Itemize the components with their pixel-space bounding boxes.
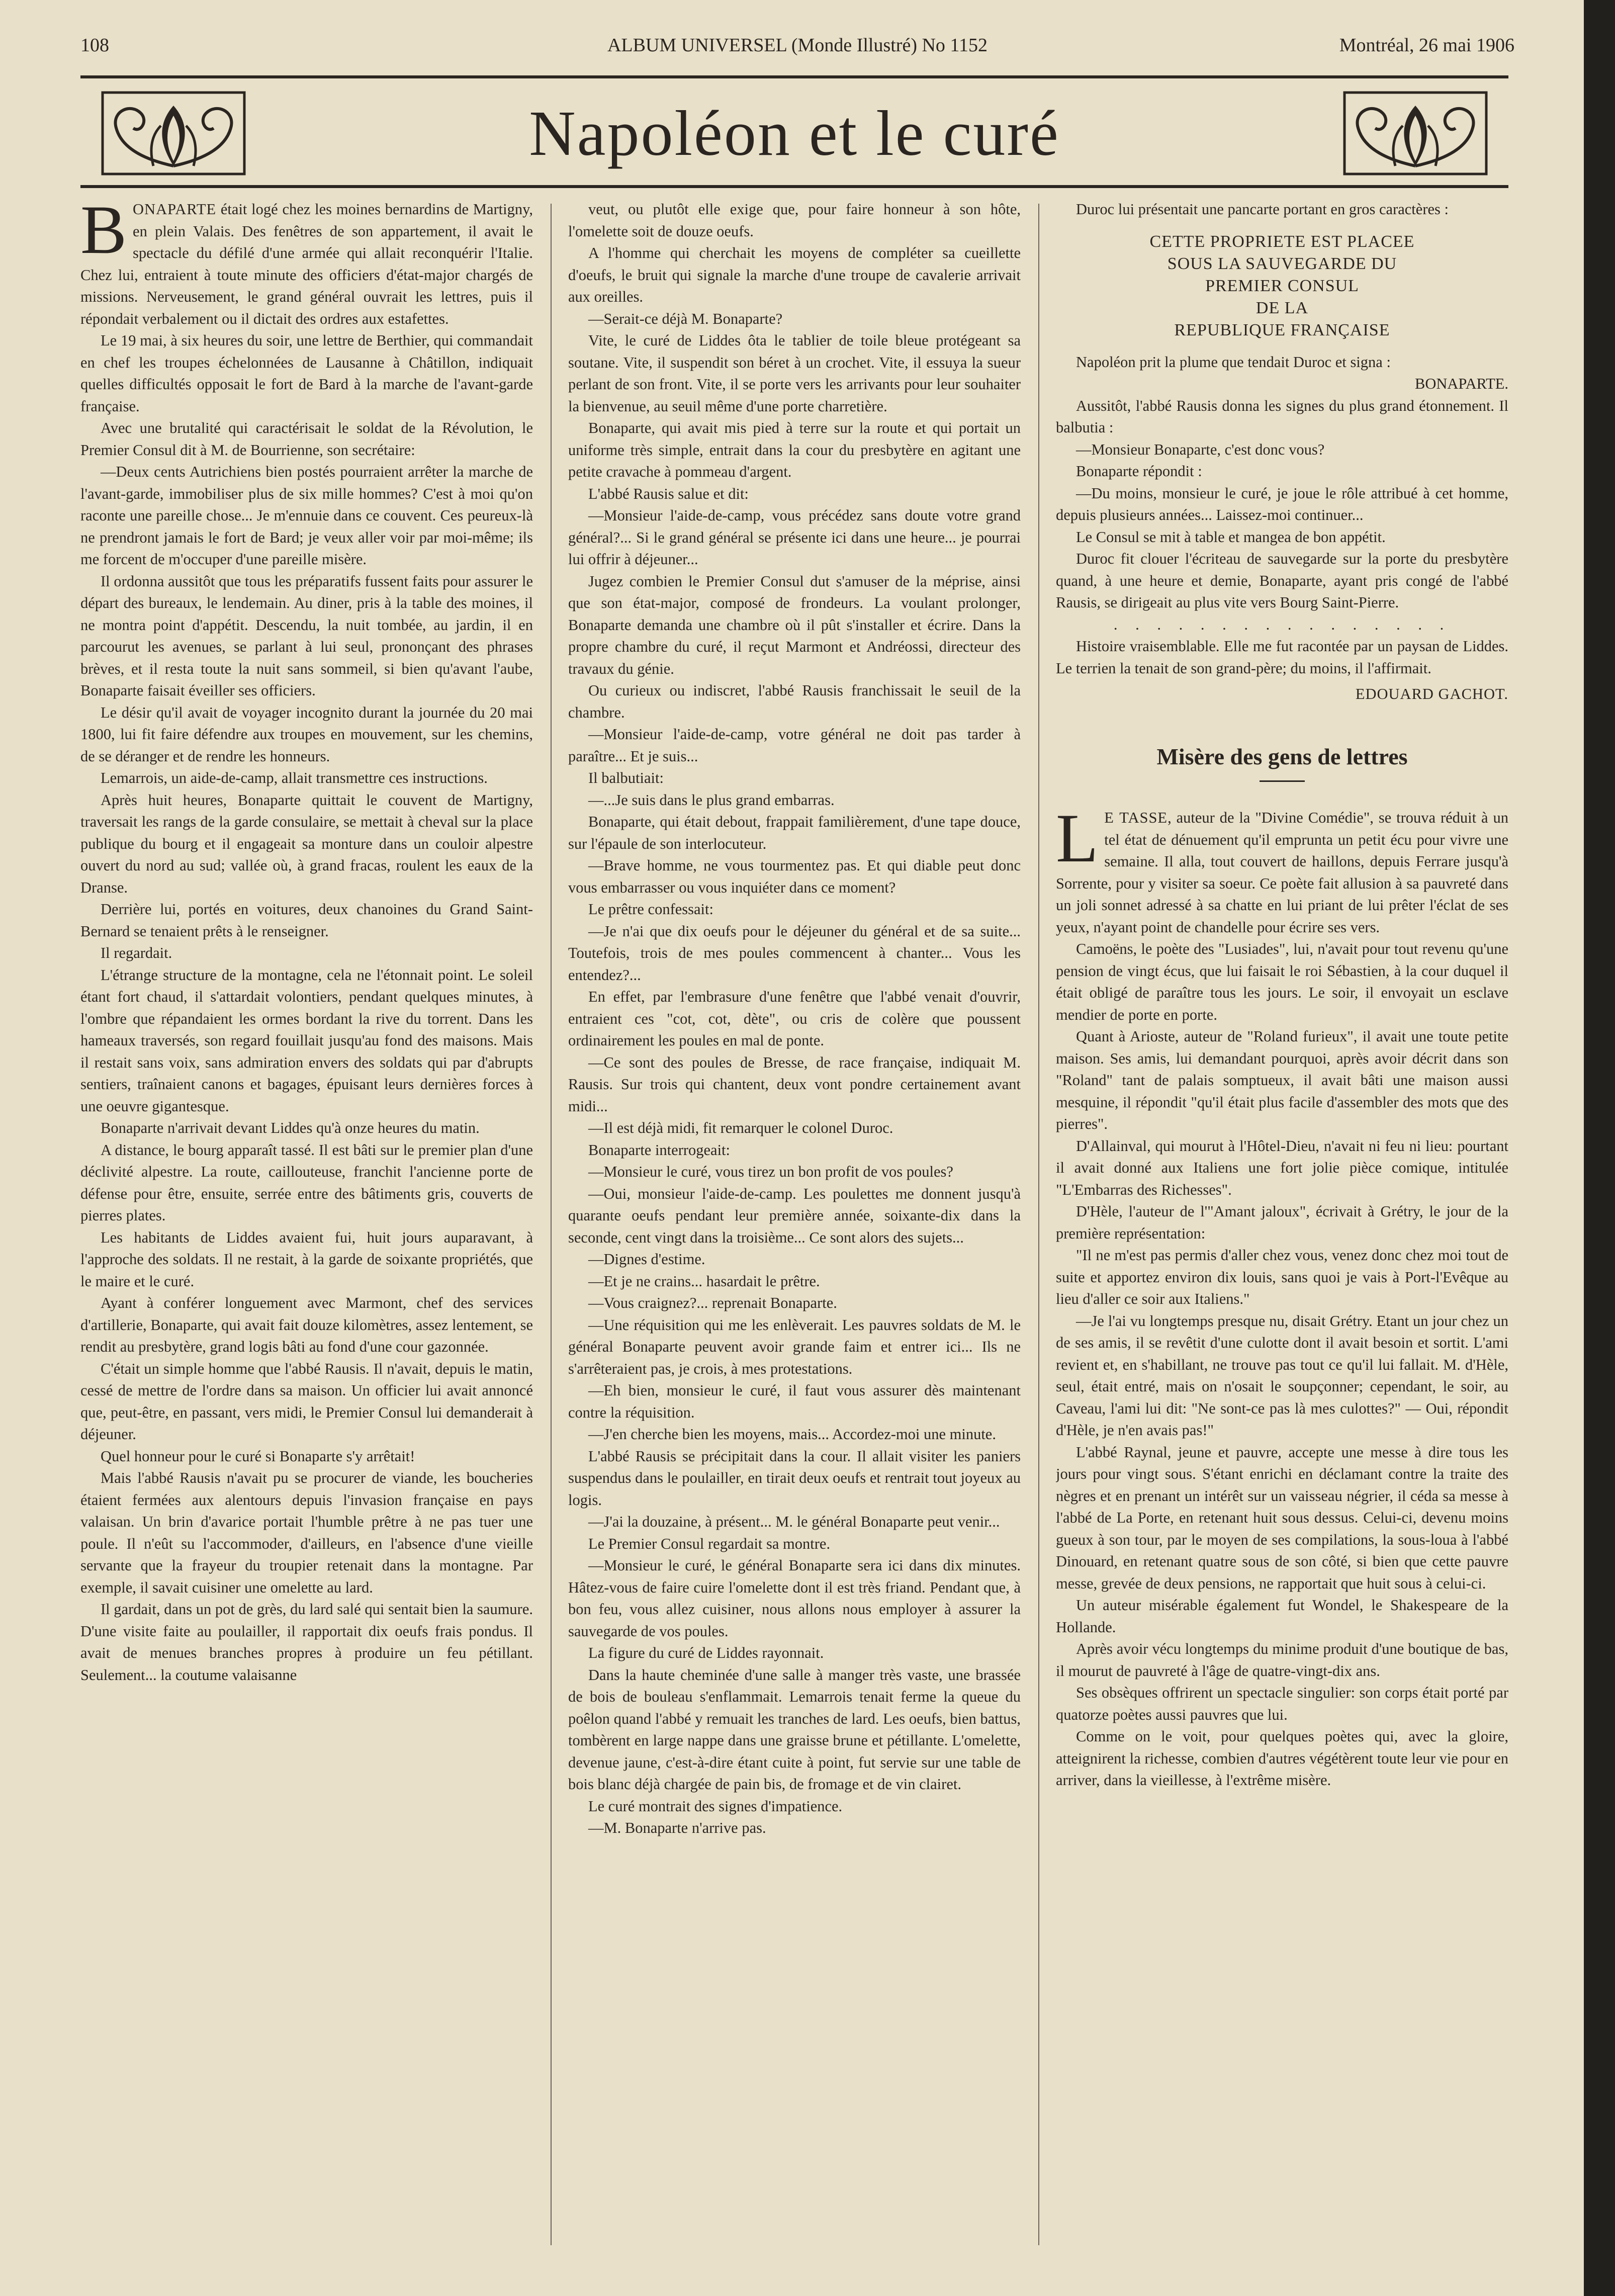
paragraph: Duroc lui présentait une pancarte portant en gros caractères : — [1076, 201, 1449, 218]
paragraph: —...Je suis dans le plus grand embarras. — [588, 791, 835, 809]
section-break-dots: . . . . . . . . . . . . . . . . — [1113, 615, 1451, 633]
column-divider — [1038, 204, 1039, 2245]
paragraph: Les habitants de Liddes avaient fui, huit jours auparavant, à l'approche des soldats. Il ne restait, à la garde de soixante propriétés, que le maire et le curé. — [80, 1228, 533, 1290]
column-2 — [568, 199, 1021, 2250]
second-article-title: Misère des gens de lettres — [1156, 743, 1408, 769]
paragraph: A l'homme qui cherchait les moyens de compléter sa cueillette d'oeufs, le bruit qui signale la marche d'une troupe de cavalerie arrivait aux oreilles. — [568, 244, 1021, 305]
paragraph: Il regardait. — [101, 944, 172, 961]
column-3 — [1056, 199, 1508, 2250]
paragraph: Le 19 mai, à six heures du soir, une lettre de Berthier, qui commandait en chef les troupes échelonnées de Lausanne à Châtillon, indiquait quelles difficultés opposait le fort de Bard à la marche de l'avant-garde française. — [80, 332, 533, 415]
paragraph: Il ordonna aussitôt que tous les préparatifs fussent faits pour assurer le départ des bureaux, le lendemain. Au diner, pris à la table des moines, il ne montra point d'appétit. Descendu, la nuit tombée, au jardin, il en parcourut les avenues, se parlant à lui seul, prononçant des phrases brèves, et il resta toute la nuit sans sommeil, si bien qu'avant l'aube, Bonaparte faisait éveiller ses officiers. — [80, 572, 533, 699]
paragraph: Le désir qu'il avait de voyager incognito durant la journée du 20 mai 1800, lui fit faire défendre aux troupes en mouvement, sur les chemins, de se déranger et de rendre les honneurs. — [80, 703, 533, 765]
opening-paragraph — [1056, 800, 1508, 938]
paragraph: Le prêtre confessait: — [588, 901, 713, 918]
lead-word: ONAPARTE — [133, 201, 217, 218]
paragraph: D'Hèle, l'auteur de l'"Amant jaloux", écrivait à Grétry, le jour de la première représentation: — [1056, 1203, 1508, 1242]
paragraph: Quel honneur pour le curé si Bonaparte s'y arrêtait! — [101, 1447, 415, 1465]
opening-paragraph — [80, 199, 533, 330]
issue-date: Montréal, 26 mai 1906 — [1339, 35, 1514, 56]
paragraph: Le Premier Consul regardait sa montre. — [588, 1535, 831, 1552]
art-nouveau-ornament-icon — [1342, 91, 1488, 176]
drop-cap: L — [1056, 800, 1099, 876]
paragraph: —Je l'ai vu longtemps presque nu, disait Grétry. Etant un jour chez un de ses amis, il se revêtit d'une culotte dont il avait besoin et sortit. L'ami revient et, en s'habillant, ne trouve pas tout ce qu'il lui fallait. M. d'Hèle, seul, était entré, mais on n'osait le soupçonner; cependant, le soir, au Caveau, l'ami lui dit: "Ne sont-ce pas là mes culottes?" — Oui, répondit d'Hèle, je n'en avais pas!" — [1056, 1312, 1508, 1439]
paragraph: —Dignes d'estime. — [588, 1251, 705, 1268]
title-rule-top — [80, 75, 1508, 78]
signature: BONAPARTE. — [1414, 375, 1508, 392]
paragraph: Ses obsèques offrirent un spectacle singulier: son corps était porté par quatorze poètes aussi pauvres que lui. — [1056, 1684, 1508, 1723]
paragraph: —Monsieur le curé, vous tirez un bon profit de vos poules? — [588, 1163, 953, 1180]
placard-line: REPUBLIQUE FRANÇAISE — [1174, 320, 1390, 339]
paragraph: Duroc fit clouer l'écriteau de sauvegarde sur la porte du presbytère quand, à une heure et demie, Bonaparte, ayant pris congé de l'abbé Rausis, se dirigeait au plus vite vers Bourg Saint-Pierre. — [1056, 550, 1508, 611]
paragraph: Le curé montrait des signes d'impatience. — [588, 1797, 843, 1815]
paragraph: Il balbutiait: — [588, 769, 664, 786]
paragraph: Ayant à conférer longuement avec Marmont, chef des services d'artillerie, Bonaparte, qui avait fait douze kilomètres, assez lentement, se rendit au presbytère, grand logis bâti au fond d'une cour gazonnée. — [80, 1294, 533, 1355]
paragraph: Ou curieux ou indiscret, l'abbé Rausis franchissait le seuil de la chambre. — [568, 682, 1021, 721]
lead-word: E TASSE — [1104, 809, 1168, 826]
paragraph: Après avoir vécu longtemps du minime produit d'une boutique de bas, il mourut de pauvreté à l'âge de quatre-vingt-dix ans. — [1056, 1640, 1508, 1680]
paragraph: —J'ai la douzaine, à présent... M. le général Bonaparte peut venir... — [588, 1513, 1000, 1530]
paragraph: A distance, le bourg apparaît tassé. Il est bâti sur le premier plan d'une déclivité alpestre. La route, caillouteuse, franchit l'ancienne porte de défense pour être, ensuite, serrée entre des bâtiments gris, couverts de pierres plates. — [80, 1141, 533, 1224]
paragraph: Derrière lui, portés en voitures, deux chanoines du Grand Saint-Bernard se tenaient prêts à le renseigner. — [80, 901, 533, 940]
paragraph: D'Allainval, qui mourut à l'Hôtel-Dieu, n'avait ni feu ni lieu: pourtant il avait donné aux Italiens une fort jolie pièce comique, intitulée "L'Embarras des Richesses". — [1056, 1137, 1508, 1198]
paragraph: veut, ou plutôt elle exige que, pour faire honneur à son hôte, l'omelette soit de douze oeufs. — [568, 201, 1021, 240]
paragraph: —Monsieur le curé, le général Bonaparte sera ici dans dix minutes. Hâtez-vous de faire cuire l'omelette dont il est très friand. Pendant que, à bon feu, vous allez cuisiner, nous allons nous employer à assurer la sauvegarde de vos poules. — [568, 1557, 1021, 1640]
paragraph-text: , auteur de la "Divine Comédie", se trouva réduit à un tel état de dénuement qu'il emprunta un petit écu pour vivre une semaine. Il alla, tout couvert de haillons, depuis Ferrare jusqu'à Sorrente, pour y visiter sa soeur. Ce poète fait allusion à sa pauvreté dans un joli sonnet adressé à sa chatte en lui priant de lui prêter l'éclat de ses yeux, n'ayant point de chandelle pour écrire ses vers. — [1056, 809, 1508, 936]
paragraph: Lemarrois, un aide-de-camp, allait transmettre ces instructions. — [101, 769, 488, 786]
paragraph: —Oui, monsieur l'aide-de-camp. Les poulettes me donnent jusqu'à quarante oeufs pendant leur première année, soixante-dix dans la seconde, cent vingt dans la troisième... Ce sont alors des sujets... — [568, 1185, 1021, 1246]
paragraph-text: était logé chez les moines bernardins de Martigny, en plein Valais. Des fenêtres de son appartement, il avait le spectacle du défilé d'une armée qui allait reconquérir l'Italie. Chez lui, entraient à toute minute des officiers d'état-major chargés de missions. Nerveusement, le grand général ouvrait les lettres, puis il répondait verbalement ou il dictait des ordres aux estafettes. — [80, 201, 533, 327]
paragraph: —Vous craignez?... reprenait Bonaparte. — [588, 1294, 837, 1311]
paragraph: Quant à Arioste, auteur de "Roland furieux", il avait une toute petite maison. Ses amis, lui demandant pourquoi, après avoir décrit dans son "Roland" tant de palais somptueux, il avait bâti une maison aussi mesquine, il répondit "qu'il était plus facile d'assembler des mots que des pierres". — [1056, 1028, 1508, 1132]
paragraph: La figure du curé de Liddes rayonnait. — [588, 1644, 824, 1661]
paragraph: —Du moins, monsieur le curé, je joue le rôle attribué à cet homme, depuis plusieurs années... Laissez-moi continuer... — [1056, 484, 1508, 523]
paragraph: Un auteur misérable également fut Wondel, le Shakespeare de la Hollande. — [1056, 1597, 1508, 1636]
placard-line: DE LA — [1255, 298, 1309, 317]
paragraph: Bonaparte n'arrivait devant Liddes qu'à onze heures du matin. — [101, 1119, 480, 1136]
paragraph: Avec une brutalité qui caractérisait le soldat de la Révolution, le Premier Consul dit à M. de Bourrienne, son secrétaire: — [80, 419, 533, 459]
paragraph: L'étrange structure de la montagne, cela ne l'étonnait point. Le soleil étant fort chaud, il s'attardait volontiers, pendant quelques minutes, à l'ombre que répandaient les ormes bordant la rive du torrent. Dans les hameaux traversés, son regard fouillait jusqu'au fond des maisons. Mais il restait sans voix, sans admiration envers des soldats qui par d'abrupts sentiers, traînaient canons et bagages, épuisant leurs dernières forces à une oeuvre gigantesque. — [80, 966, 533, 1115]
publication-title: ALBUM UNIVERSEL (Monde Illustré) No 1152 — [607, 35, 988, 56]
title-rule-bottom — [80, 185, 1508, 188]
paragraph: —Ce sont des poules de Bresse, de race française, indiquait M. Rausis. Sur trois qui chantent, deux vont pondre certainement avant midi... — [568, 1053, 1021, 1115]
author-byline: EDOUARD GACHOT. — [1355, 685, 1508, 702]
paragraph: Camoëns, le poète des "Lusiades", lui, n'avait pour tout revenu qu'une pension de vingt écus, que lui faisait le roi Sébastien, à la cour duquel il était obligé de paraître tous les jours. Le soir, il envoyait un esclave mendier de porte en porte. — [1056, 940, 1508, 1023]
article-columns — [80, 199, 1508, 2250]
placard-line: CETTE PROPRIETE EST PLACEE — [1149, 232, 1415, 251]
paragraph: Il gardait, dans un pot de grès, du lard salé qui sentait bien la saumure. D'une visite faite au poulailler, il rapportait dix oeufs frais pondus. Il avait de menues branches propres à produire un feu pétillant. Seulement... la coutume valaisanne — [80, 1601, 533, 1684]
paragraph: Comme on le voit, pour quelques poètes qui, avec la gloire, atteignirent la richesse, combien d'autres végétèrent toute leur vie pour en arriver, dans la vieillesse, à l'extrême misère. — [1056, 1728, 1508, 1789]
paragraph: —Monsieur l'aide-de-camp, vous précédez sans doute votre grand général?... Si le grand général se présente ici dans une heure... je pourrai lui offrir à déjeuner... — [568, 507, 1021, 568]
paragraph: Bonaparte, qui avait mis pied à terre sur la route et qui portait un uniforme très simple, entrait dans la cour du presbytère en agitant une petite cravache à pommeau d'argent. — [568, 419, 1021, 480]
column-1 — [80, 199, 533, 2250]
paragraph: —Il est déjà midi, fit remarquer le colonel Duroc. — [588, 1119, 893, 1136]
paragraph: Le Consul se mit à table et mangea de bon appétit. — [1076, 528, 1386, 546]
title-underline — [1260, 780, 1305, 782]
drop-cap: B — [80, 199, 127, 268]
paragraph: L'abbé Rausis salue et dit: — [588, 485, 749, 502]
paragraph: Bonaparte, qui était debout, frappait familièrement, d'une tape douce, sur l'épaule de son interlocuteur. — [568, 813, 1021, 852]
art-nouveau-ornament-icon — [101, 91, 246, 176]
paragraph: Aussitôt, l'abbé Rausis donna les signes du plus grand étonnement. Il balbutia : — [1056, 397, 1508, 436]
paragraph: Jugez combien le Premier Consul dut s'amuser de la méprise, ainsi que son état-major, composé de frondeurs. La voulant prolonger, Bonaparte demanda une chambre où il pût s'installer et écrire. Dans la propre chambre du curé, il reçut Marmont et Andréossi, directeur des travaux du génie. — [568, 572, 1021, 677]
placard-line: SOUS LA SAUVEGARDE DU — [1167, 254, 1397, 273]
paragraph: —Une réquisition qui me les enlèverait. Les pauvres soldats de M. le général Bonaparte peuvent avoir grande faim et entrer ici... Ils ne s'arrêteraient pas, je crois, à mes protestations. — [568, 1316, 1021, 1377]
paragraph: Vite, le curé de Liddes ôta le tablier de toile bleue protégeant sa soutane. Vite, il suspendit son béret à un crochet. Vite, il essuya la sueur perlant de son front. Vite, il se porte vers les arrivants pour leur souhaiter la bienvenue, au seuil même d'une porte charretière. — [568, 332, 1021, 415]
paragraph: "Il ne m'est pas permis d'aller chez vous, venez donc chez moi tout de suite et apportez environ dix louis, sans quoi je vais à Port-l'Evêque au lieu d'aller ce soir aux Italiens." — [1056, 1247, 1508, 1307]
paragraph: —Serait-ce déjà M. Bonaparte? — [588, 310, 783, 327]
page-number: 108 — [80, 35, 109, 56]
scan-edge — [1584, 0, 1615, 2296]
paragraph: Histoire vraisemblable. Elle me fut racontée par un paysan de Liddes. Le terrien la tenait de son grand-père; du moins, il l'affirmait. — [1056, 638, 1508, 677]
paragraph: Bonaparte répondit : — [1076, 463, 1202, 480]
safeguard-placard — [1056, 231, 1508, 341]
paragraph: —Eh bien, monsieur le curé, il faut vous assurer dès maintenant contre la réquisition. — [568, 1382, 1021, 1421]
paragraph: C'était un simple homme que l'abbé Rausis. Il n'avait, depuis le matin, cessé de mettre de l'ordre dans sa maison. Un officier lui avait annoncé que, peut-être, en passant, vers midi, le Premier Consul lui demanderait à déjeuner. — [80, 1360, 533, 1443]
paragraph: Napoléon prit la plume que tendait Duroc et signa : — [1076, 353, 1391, 371]
running-head — [80, 30, 1514, 65]
column-divider — [551, 204, 552, 2245]
paragraph: —Monsieur l'aide-de-camp, votre général ne doit pas tarder à paraître... Et je suis... — [568, 726, 1021, 765]
paragraph: Bonaparte interrogeait: — [588, 1141, 731, 1159]
paragraph: —Je n'ai que dix oeufs pour le déjeuner du général et de sa suite... Toutefois, trois de mes poules commencent à chanter... Vous les entendez?... — [568, 922, 1021, 984]
paragraph: L'abbé Raynal, jeune et pauvre, accepte une messe à dire tous les jours pour vingt sous. S'étant enrichi en déclamant contre la traite des nègres et en prenant un intérêt sur un vaisseau négrier, il céda sa messe à l'abbé de La Porte, en retenant huit sous dessus. Celui-ci, devenu moins gueux à son tour, par le moyen de ses compilations, la sous-loua à l'abbé Dinouard, en retenant quatre sous de son côté, si bien que cette pauvre messe, grevée de deux pensions, ne rapportait que huit sous à celui-ci. — [1056, 1443, 1508, 1592]
article-title: Napoléon et le curé — [529, 98, 1060, 169]
paragraph: —Deux cents Autrichiens bien postés pourraient arrêter la marche de l'avant-garde, immobiliser plus de six mille hommes? C'est à moi qu'on raconte une pareille chose... Je m'ennuie dans ce couvent. Ces peureux-là ne prendront jamais le fort de Bard; je veux aller voir par moi-même; ils me forcent de m'occuper d'une pareille misère. — [80, 463, 533, 568]
paragraph: Après huit heures, Bonaparte quittait le couvent de Martigny, traversait les rangs de la garde consulaire, se mettait à cheval sur la place publique du bourg et il engageait sa monture dans un couloir alpestre ouvert du nord au sud; vallée où, à grand fracas, roulent les eaux de la Dranse. — [80, 791, 533, 896]
paragraph: —M. Bonaparte n'arrive pas. — [588, 1819, 766, 1836]
paragraph: Dans la haute cheminée d'une salle à manger très vaste, une brassée de bois de bouleau s'enflammait. Lemarrois tenait ferme la queue du poêlon quand l'abbé y remuait les tranches de lard. Les oeufs, bien battus, tombèrent en large nappe dans une graisse brune et pétillante. L'omelette, devenue jaune, c'est-à-dire étant cuite à point, fut servie sur une table de bois blanc déjà chargée de pain bis, de fromage et de vin clairet. — [568, 1666, 1021, 1793]
paragraph: —Monsieur Bonaparte, c'est donc vous? — [1076, 440, 1325, 458]
paragraph: —J'en cherche bien les moyens, mais... Accordez-moi une minute. — [588, 1426, 996, 1443]
paragraph: —Et je ne crains... hasardait le prêtre. — [588, 1272, 820, 1290]
paragraph: Mais l'abbé Rausis n'avait pu se procurer de viande, les boucheries étaient fermées aux alentours depuis l'invasion française en pays valaisan. Un brin d'avarice portait l'humble prêtre à ne pas tuer une poule. Il n'eût su l'accommoder, d'ailleurs, en l'absence d'une vieille servante que la frayeur du troupier retenait dans la montagne. Par exemple, il savait cuisiner une omelette au lard. — [80, 1469, 533, 1596]
paragraph: En effet, par l'embrasure d'une fenêtre que l'abbé venait d'ouvrir, entraient ces "cot, cot, dète", ou cris de colère que poussent ordinairement les poules en mal de ponte. — [568, 988, 1021, 1049]
paragraph: —Brave homme, ne vous tourmentez pas. Et qui diable peut donc vous embarrasser ou vous inquiéter dans ce moment? — [568, 857, 1021, 896]
article-title-band — [80, 75, 1508, 191]
placard-line: PREMIER CONSUL — [1205, 276, 1359, 295]
paragraph: L'abbé Rausis se précipitait dans la cour. Il allait visiter les paniers suspendus dans le poulailler, en tirait deux oeufs et rentrait tout joyeux au logis. — [568, 1447, 1021, 1509]
